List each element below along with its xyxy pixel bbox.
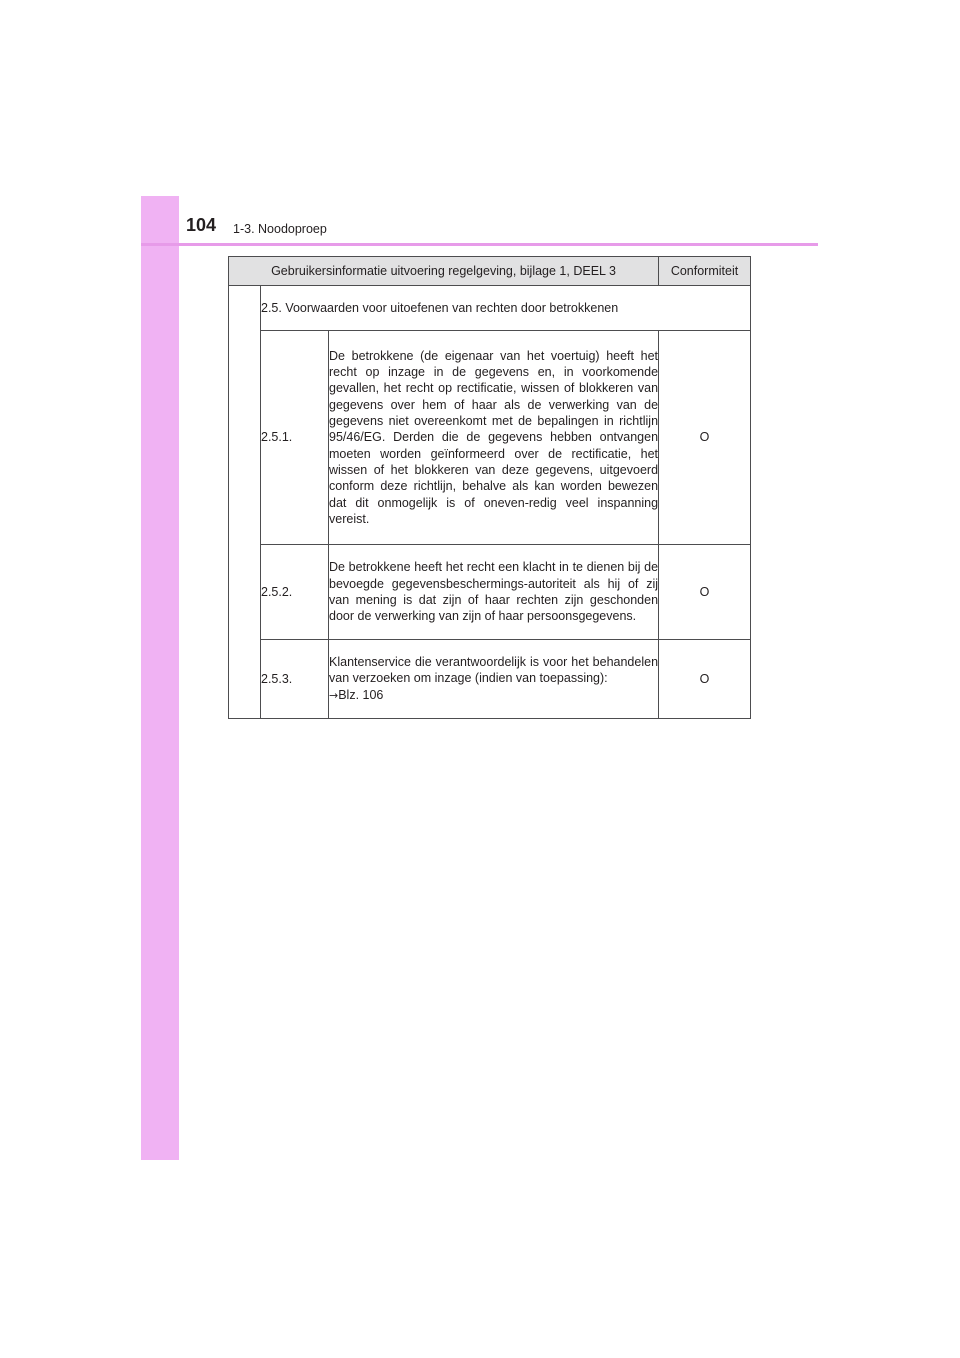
row-number: 2.5.2. xyxy=(261,545,329,640)
row-number: 2.5.1. xyxy=(261,331,329,545)
row-conformity: O xyxy=(659,331,751,545)
row-text: De betrokkene (de eigenaar van het voertuig) heeft het recht op inzage in de gegevens en, in voorkomende gevallen, het recht op rectificatie, wissen of blokkeren van gegevens over hem of haar als de verwerking van de gegevens niet overeenkomt met de bepalingen in richtlijn 95/46/EG. Derden die de gegevens hebben ontvangen moeten worden geïnformeerd over de rectificatie, het wissen of het blokkeren van deze gegevens, uitgevoerd conform deze richtlijn, behalve als kan worden bewezen dat dit onmogelijk is of oneven-redig veel inspanning vereist. xyxy=(329,331,659,545)
table-header-row xyxy=(229,257,751,286)
row-text-cell xyxy=(329,640,659,719)
subheading: 2.5. Voorwaarden voor uitoefenen van rechten door betrokkenen xyxy=(261,286,751,331)
table-row xyxy=(229,545,751,640)
table-header-main: Gebruikersinformatie uitvoering regelgeving, bijlage 1, DEEL 3 xyxy=(229,257,659,286)
row-text: De betrokkene heeft het recht een klacht in te dienen bij de bevoegde gegevensbeschermings-autoriteit als hij of zij van mening is dat zijn of haar rechten zijn geschonden door de verwerking van zijn of haar persoonsgegevens. xyxy=(329,545,659,640)
arrow-icon: → xyxy=(329,688,339,702)
page-reference-link[interactable]: Blz. 106 xyxy=(338,687,384,702)
indent-cell xyxy=(229,286,261,719)
page-number: 104 xyxy=(186,215,217,235)
chapter-side-tab xyxy=(141,196,179,1160)
table-header-conformity: Conformiteit xyxy=(659,257,751,286)
row-text: Klantenservice die verantwoordelijk is voor het behandelen van verzoeken om inzage (indien van toepassing): xyxy=(329,655,659,686)
section-title: 1-3. Noodoproep xyxy=(233,222,327,236)
row-number: 2.5.3. xyxy=(261,640,329,719)
subheading-row xyxy=(229,286,751,331)
table-row xyxy=(229,331,751,545)
row-conformity: O xyxy=(659,640,751,719)
regulation-info-table xyxy=(228,256,751,719)
row-conformity: O xyxy=(659,545,751,640)
table-row xyxy=(229,640,751,719)
header-rule xyxy=(141,243,818,246)
